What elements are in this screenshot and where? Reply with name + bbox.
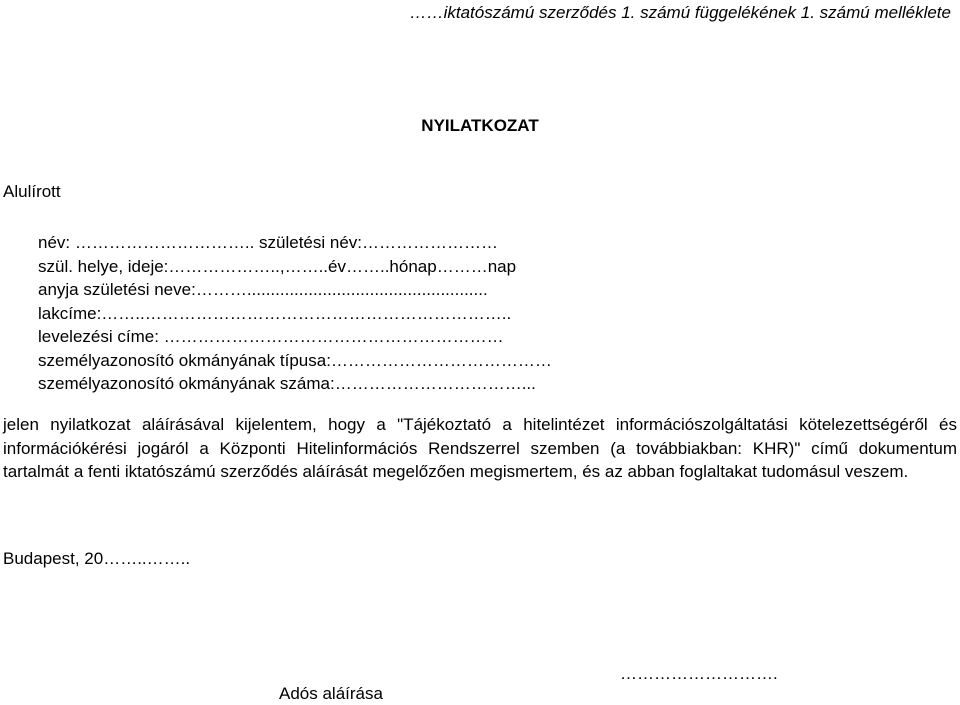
- personal-data-fields: [38, 231, 552, 396]
- declaration-text: jelen nyilatkozat aláírásával kijelentem, hogy a "Tájékoztató a hitelintézet információszolgáltatási kötelezettségéről és információkérési jogáról a Központi Hitelinformációs Rendszerrel szemben (a továbbiakban: KHR)" című dokumentum tartalmát a fenti iktatószámú szerződés aláírását megelőzően megismertem, és az abban foglaltakat tudomásul veszem.: [3, 415, 957, 481]
- field-id-document-type: személyazonosító okmányának típusa:…………………………………: [38, 350, 552, 370]
- undersigned-label: Alulírott: [3, 182, 61, 201]
- field-address: lakcíme:……..………………………………………………………..: [38, 303, 512, 323]
- place-date: Budapest, 20……..……..: [3, 549, 191, 568]
- document-title: NYILATKOZAT: [421, 116, 539, 135]
- field-mailing-address: levelezési címe: ……………………………………………………: [38, 327, 504, 346]
- field-id-document-number: személyazonosító okmányának száma:……………………………...: [38, 374, 536, 393]
- field-name: név: ………………………….. születési név:……………………: [38, 233, 499, 252]
- signature-line: ……………………….: [620, 664, 778, 683]
- field-birth-place-date: szül. helye, ideje:………………..,……..év……..hónap………nap: [38, 256, 517, 276]
- annex-reference: ……iktatószámú szerződés 1. számú függelékének 1. számú melléklete: [409, 3, 951, 22]
- signature-label: Adós aláírása: [279, 684, 383, 703]
- field-mother-name: anyja születési neve:………...................................................: [38, 280, 488, 299]
